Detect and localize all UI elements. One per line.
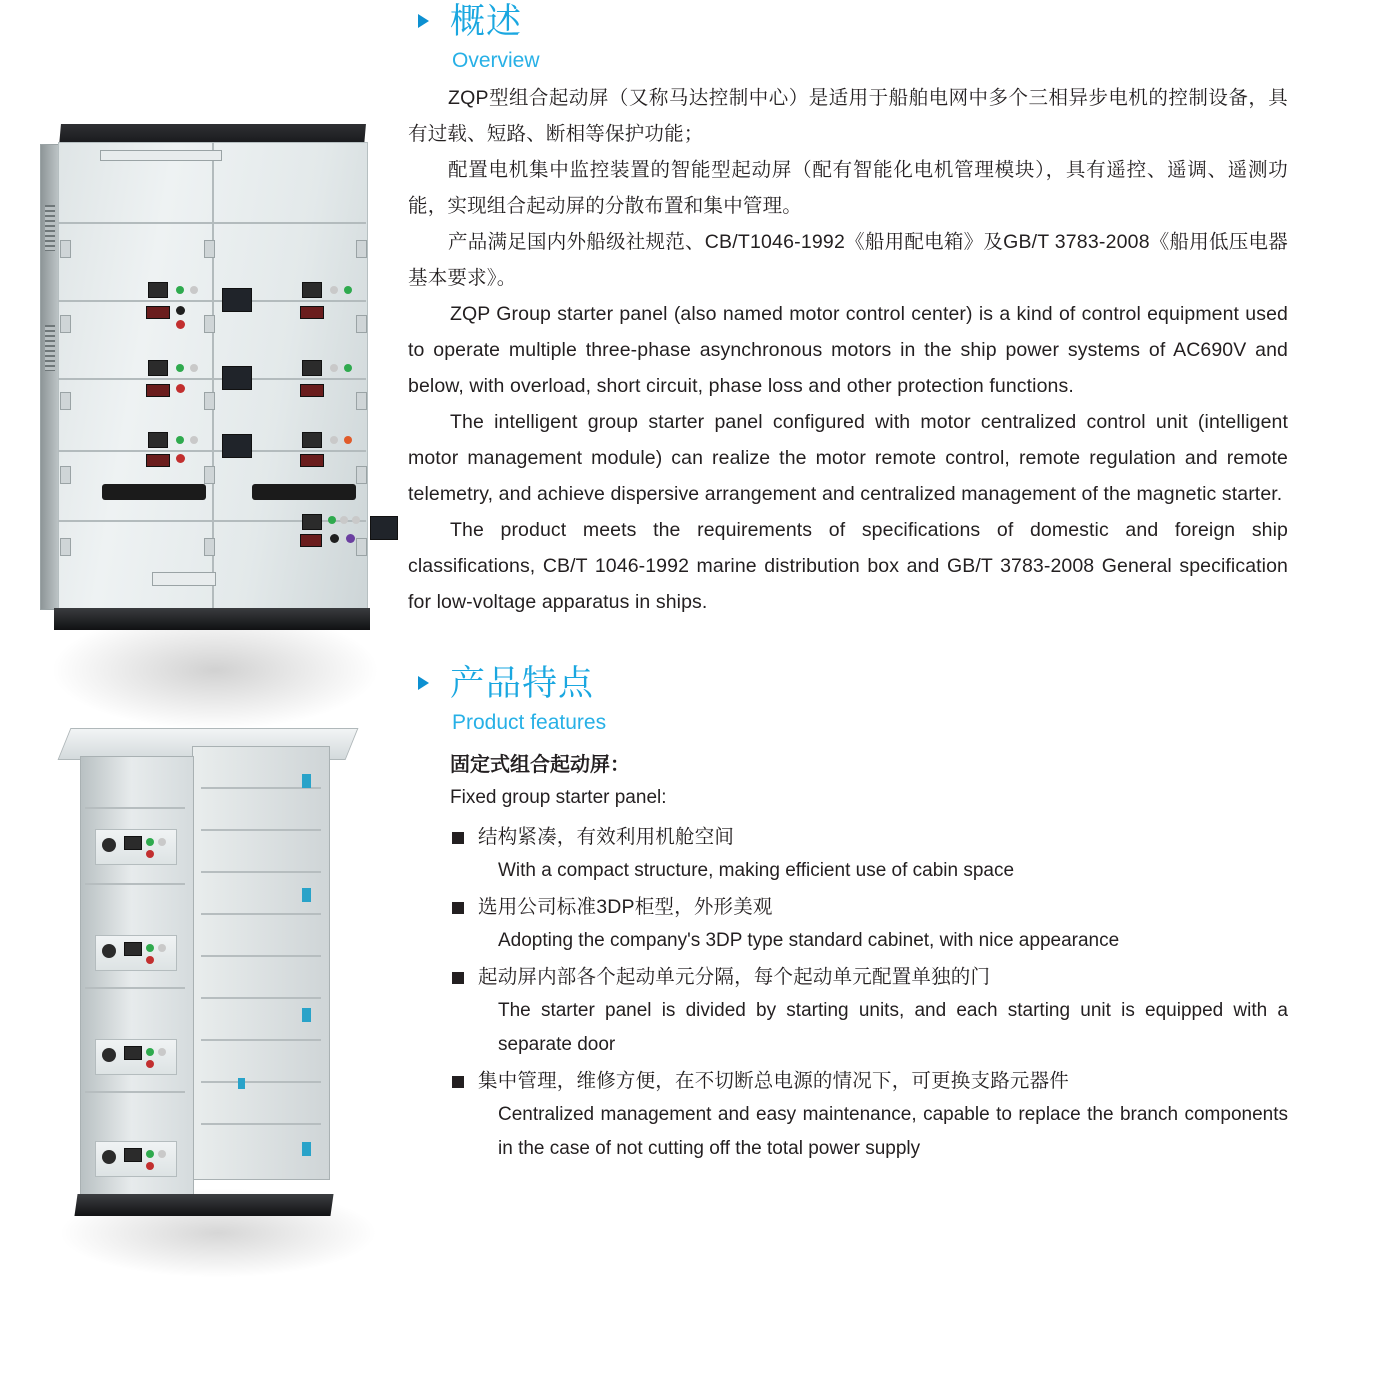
push-button-bank [146, 384, 170, 397]
cabinet-plinth [54, 608, 370, 630]
feature-text-en: The starter panel is divided by starting units, and each starting unit is equipped with a separate door [498, 1000, 1288, 1055]
door-seam [85, 883, 185, 885]
section-heading-overview [408, 0, 1288, 44]
ventilation-louvre-icon [45, 205, 55, 251]
push-button-bank [300, 384, 324, 397]
overview-paragraph-cn-3: 产品满足国内外船级社规范、CB/T1046-1992《船用配电箱》及GB/T 3783-2008《船用低压电器基本要求》。 [408, 231, 1288, 289]
stop-button [146, 850, 154, 858]
indicator-lamp-green [146, 944, 154, 952]
bottom-label [152, 572, 216, 586]
indicator-lamp-orange [344, 436, 352, 444]
push-button-bank [146, 306, 170, 319]
cabinet-plinth [74, 1194, 333, 1216]
section-heading-features [408, 662, 1288, 706]
door-hinge [60, 240, 71, 258]
door-seam [85, 807, 185, 809]
meter-display [148, 282, 168, 298]
door-latch [302, 1142, 311, 1156]
feature-item [408, 820, 1288, 888]
door-latch [302, 888, 311, 902]
indicator-lamp-white [352, 516, 360, 524]
product-images-column [0, 0, 400, 1379]
square-bullet-icon [452, 902, 464, 914]
push-button-bank [146, 454, 170, 467]
starter-unit-panel [95, 829, 177, 865]
ammeter [222, 366, 252, 390]
features-subtitle-cn: 固定式组合起动屏： [450, 754, 630, 776]
feature-text-cn: 结构紧凑，有效利用机舱空间 [478, 826, 735, 848]
indicator-lamp-green [176, 286, 184, 294]
door-latch [302, 774, 311, 788]
feature-text-cn: 集中管理，维修方便，在不切断总电源的情况下，可更换支路元器件 [478, 1070, 1070, 1092]
square-bullet-icon [452, 1076, 464, 1088]
meter-display [302, 514, 322, 530]
square-bullet-icon [452, 832, 464, 844]
panel-rib [201, 1039, 321, 1041]
feature-text-cn: 起动屏内部各个起动单元分隔，每个起动单元配置单独的门 [478, 966, 991, 988]
stop-button [176, 320, 185, 329]
meter-display [124, 1046, 142, 1060]
overview-paragraph-cn-2: 配置电机集中监控装置的智能型起动屏（配有智能化电机管理模块），具有遥控、遥调、遥测功能，实现组合起动屏的分散布置和集中管理。 [408, 159, 1288, 217]
indicator-lamp-white [158, 1150, 166, 1158]
door-hinge [204, 466, 215, 484]
feature-item [408, 960, 1288, 1062]
overview-paragraph-cn-1: ZQP型组合起动屏（又称马达控制中心）是适用于船舶电网中多个三相异步电机的控制设备，具有过载、短路、断相等保护功能； [408, 87, 1288, 145]
indicator-lamp-green [146, 1048, 154, 1056]
feature-text-en: With a compact structure, making efficient use of cabin space [498, 860, 1015, 881]
panel-rib [201, 1081, 321, 1083]
indicator-lamp-white [330, 286, 338, 294]
section-title-en: Overview [452, 49, 540, 72]
product-photo-angled [58, 718, 378, 1248]
feature-text-cn: 选用公司标准3DP柜型，外形美观 [478, 896, 773, 918]
meter-display [148, 432, 168, 448]
overview-paragraph-en-2: The intelligent group starter panel configured with motor centralized control unit (intelligent motor management module) can realize the motor remote control, remote regulation and remote telemetry, and achieve dispersive arrangement and centralized management of the magnetic starter. [408, 411, 1288, 505]
door-seam [85, 987, 185, 989]
door-seam [58, 378, 366, 380]
indicator-lamp-green [146, 838, 154, 846]
door-hinge [60, 538, 71, 556]
selector-switch [102, 838, 116, 852]
door-hinge [60, 315, 71, 333]
selector-switch [102, 944, 116, 958]
stop-button [146, 1162, 154, 1170]
door-hinge [204, 392, 215, 410]
panel-rib [201, 955, 321, 957]
indicator-lamp-green [344, 364, 352, 372]
selector-switch [330, 534, 339, 543]
door-seam [58, 300, 366, 302]
section-title-en: Product features [452, 711, 607, 734]
cabinet-nameplate [100, 150, 222, 161]
indicator-lamp-green [146, 1150, 154, 1158]
door-hinge [60, 466, 71, 484]
overview-paragraph-en-3: The product meets the requirements of specifications of domestic and foreign ship classifications, CB/T 1046-1992 marine distribution box and GB/T 3783-2008 General specification for low-voltage apparatus in ships. [408, 519, 1288, 613]
indicator-lamp-green [328, 516, 336, 524]
indicator-lamp-purple [346, 534, 355, 543]
stop-button [146, 956, 154, 964]
stop-button [146, 1060, 154, 1068]
feature-text-en: Centralized management and easy maintenance, capable to replace the branch components in the case of not cutting off the total power supply [498, 1104, 1288, 1159]
door-hinge [356, 240, 367, 258]
selector-switch [176, 306, 185, 315]
door-latch [302, 1008, 311, 1022]
push-button-bank [300, 534, 322, 547]
indicator-lamp-white [190, 286, 198, 294]
door-hinge [356, 538, 367, 556]
door-seam [58, 222, 366, 224]
indicator-lamp-green [176, 364, 184, 372]
ammeter [222, 434, 252, 458]
door-hinge [60, 392, 71, 410]
meter-display [124, 1148, 142, 1162]
door-hinge [356, 392, 367, 410]
meter-display [124, 942, 142, 956]
door-hinge [204, 240, 215, 258]
door-seam [58, 450, 366, 452]
indicator-lamp-white [330, 364, 338, 372]
meter-display [302, 432, 322, 448]
product-photo-front [40, 110, 380, 640]
indicator-lamp-white [190, 364, 198, 372]
panel-rib [201, 1123, 321, 1125]
selector-switch [102, 1150, 116, 1164]
feature-item [408, 890, 1288, 958]
starter-unit-panel [95, 1141, 177, 1177]
feature-text-en: Adopting the company's 3DP type standard cabinet, with nice appearance [498, 930, 1120, 951]
meter-display [148, 360, 168, 376]
starter-unit-panel [95, 1039, 177, 1075]
square-bullet-icon [452, 972, 464, 984]
triangle-bullet-icon [418, 14, 429, 28]
stop-button [176, 384, 185, 393]
push-button-bank [300, 454, 324, 467]
door-seam [85, 1091, 185, 1093]
triangle-bullet-icon [418, 676, 429, 690]
door-hinge [356, 315, 367, 333]
ventilation-grille [102, 484, 206, 500]
indicator-lamp-white [158, 838, 166, 846]
starter-unit-panel [95, 935, 177, 971]
stop-button [176, 454, 185, 463]
cabinet-front-doors [80, 756, 194, 1198]
door-hinge [204, 315, 215, 333]
section-title-cn: 产品特点 [450, 664, 595, 703]
door-latch [238, 1078, 245, 1089]
feature-item [408, 1064, 1288, 1166]
indicator-lamp-white [158, 1048, 166, 1056]
panel-rib [201, 871, 321, 873]
push-button-bank [300, 306, 324, 319]
cabinet-right-section [192, 746, 330, 1180]
meter-display [124, 836, 142, 850]
ventilation-grille [252, 484, 356, 500]
indicator-lamp-white [190, 436, 198, 444]
meter-display [302, 282, 322, 298]
overview-paragraph-en-1: ZQP Group starter panel (also named motor control center) is a kind of control equipment used to operate multiple three-phase asynchronous motors in the ship power systems of AC690V and below, with overload, short circuit, phase loss and other protection functions. [408, 303, 1288, 397]
indicator-lamp-green [344, 286, 352, 294]
indicator-lamp-white [330, 436, 338, 444]
indicator-lamp-white [158, 944, 166, 952]
ammeter [222, 288, 252, 312]
indicator-lamp-green [176, 436, 184, 444]
features-subtitle-en: Fixed group starter panel: [450, 787, 667, 808]
panel-rib [201, 913, 321, 915]
section-title-cn: 概述 [450, 2, 523, 41]
ventilation-louvre-icon [45, 325, 55, 371]
door-hinge [356, 466, 367, 484]
content-column [408, 0, 1288, 1379]
panel-rib [201, 997, 321, 999]
selector-switch [102, 1048, 116, 1062]
meter-display [302, 360, 322, 376]
door-hinge [204, 538, 215, 556]
panel-rib [201, 829, 321, 831]
indicator-lamp-white [340, 516, 348, 524]
ammeter [370, 516, 398, 540]
